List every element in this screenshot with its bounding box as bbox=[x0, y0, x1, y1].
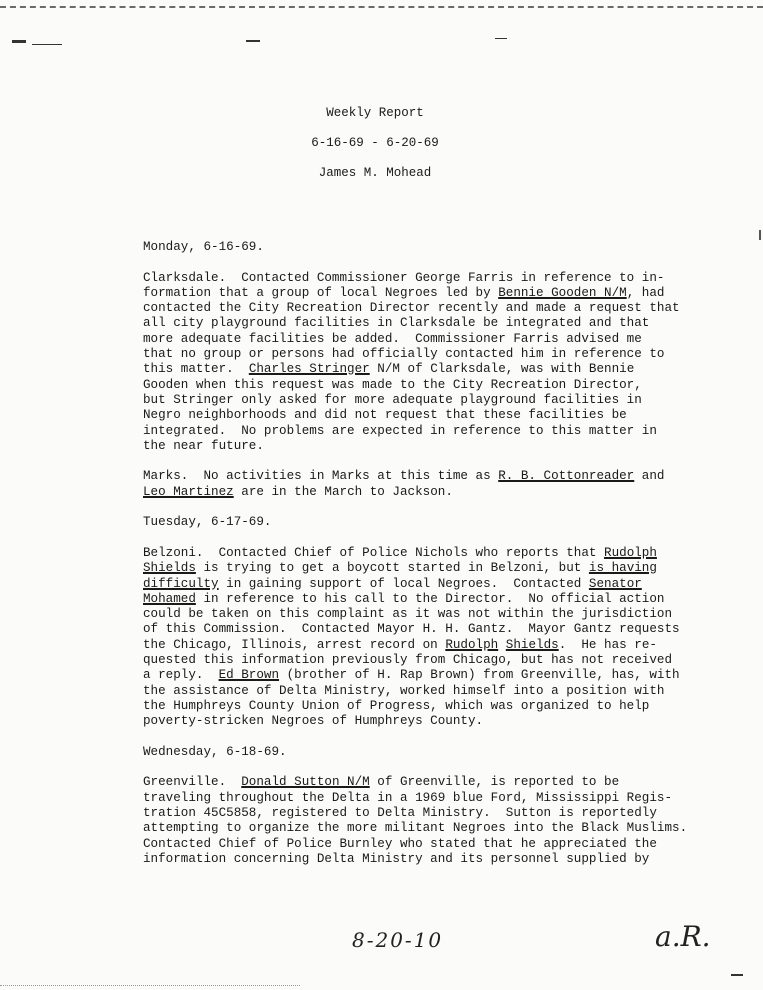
report-text-line: Wednesday, 6-18-69. bbox=[143, 744, 287, 759]
underlined-name: Leo Martinez bbox=[143, 484, 234, 499]
report-text-line: could be taken on this complaint as it was not within the jurisdiction bbox=[143, 607, 673, 622]
report-text-line: traveling throughout the Delta in a 1969 blue Ford, Mississippi Regis- bbox=[143, 790, 673, 805]
report-text-line: Gooden when this request was made to the City Recreation Director, bbox=[143, 377, 642, 392]
underlined-name: is having bbox=[588, 561, 657, 576]
underlined-name: Shields bbox=[505, 637, 559, 652]
underlined-name: Rudolph bbox=[604, 545, 657, 560]
report-text-line: quested this information previously from Chicago, but has not received bbox=[143, 653, 673, 668]
report-paragraph bbox=[143, 745, 743, 760]
underlined-name: difficulty bbox=[143, 576, 219, 591]
report-text-line: Monday, 6-16-69. bbox=[143, 240, 264, 254]
report-text-line: Marks. No activities in Marks at this time as R. B. Cottonreader and bbox=[143, 469, 665, 484]
report-text-line: Greenville. Donald Sutton N/M of Greenville, is reported to be bbox=[143, 775, 620, 790]
handwritten-stamp-number: 8-20-10 bbox=[352, 928, 444, 952]
report-text-line: the assistance of Delta Ministry, worked himself into a position with bbox=[143, 683, 665, 698]
report-text-line: attempting to organize the more militant Negroes into the Black Muslims. bbox=[143, 821, 688, 836]
report-paragraph bbox=[143, 515, 743, 530]
report-text-line: Contacted Chief of Police Burnley who stated that he appreciated the bbox=[143, 836, 657, 851]
report-text-line: Clarksdale. Contacted Commissioner George Farris in reference to in- bbox=[143, 270, 665, 285]
underlined-name: Rudolph bbox=[445, 637, 499, 652]
report-text-line: this matter. Charles Stringer N/M of Clarksdale, was with Bennie bbox=[143, 362, 635, 377]
report-text-line: tration 45C5858, registered to Delta Ministry. Sutton is reportedly bbox=[143, 805, 657, 820]
report-title: Weekly Report bbox=[326, 106, 424, 120]
scan-speck bbox=[495, 38, 507, 39]
report-date-range: 6-16-69 - 6-20-69 bbox=[311, 136, 439, 150]
scan-speck bbox=[32, 44, 62, 45]
report-paragraph bbox=[143, 469, 743, 500]
scan-speck bbox=[246, 40, 260, 42]
report-text-line: all city playground facilities in Clarksdale be integrated and that bbox=[143, 316, 650, 331]
underlined-name: Ed Brown bbox=[218, 668, 280, 683]
report-text-line: a reply. Ed Brown (brother of H. Rap Brown) from Greenville, has, with bbox=[143, 668, 680, 683]
report-text-line: Tuesday, 6-17-69. bbox=[143, 515, 272, 530]
handwritten-initials: a.R. bbox=[655, 920, 711, 953]
underlined-name: R. B. Cottonreader bbox=[498, 469, 635, 484]
underlined-name: Charles Stringer bbox=[248, 362, 370, 377]
report-paragraph bbox=[143, 240, 743, 255]
scan-top-border bbox=[0, 6, 763, 8]
scan-bottom-border bbox=[0, 985, 300, 986]
scan-speck bbox=[12, 40, 26, 43]
underlined-name: Donald Sutton N/M bbox=[241, 775, 370, 790]
scan-speck bbox=[731, 974, 743, 976]
report-paragraph bbox=[143, 271, 743, 455]
report-text-line: integrated. No problems are expected in reference to this matter in bbox=[143, 423, 657, 438]
report-body bbox=[143, 240, 743, 882]
report-header bbox=[260, 98, 490, 188]
report-text-line: the near future. bbox=[143, 438, 264, 453]
report-text-line: Leo Martinez are in the March to Jackson. bbox=[143, 484, 453, 499]
report-text-line: poverty-stricken Negroes of Humphreys County. bbox=[143, 714, 484, 729]
report-text-line: that no group or persons had officially contacted him in reference to bbox=[143, 347, 665, 362]
report-paragraph bbox=[143, 775, 743, 867]
report-text-line: but Stringer only asked for more adequate playground facilities in bbox=[143, 392, 642, 407]
report-text-line: Negro neighborhoods and did not request that these facilities be bbox=[143, 408, 627, 423]
report-text-line: of this Commission. Contacted Mayor H. H. Gantz. Mayor Gantz requests bbox=[143, 622, 680, 637]
report-text-line: more adequate facilities be added. Commissioner Farris advised me bbox=[143, 331, 642, 346]
report-text-line: Shields is trying to get a boycott started in Belzoni, but is having bbox=[143, 561, 657, 576]
report-text-line: the Humphreys County Union of Progress, which was organized to help bbox=[143, 698, 650, 713]
underlined-name: Shields bbox=[143, 561, 196, 576]
report-author: James M. Mohead bbox=[318, 166, 432, 180]
scan-edge-mark bbox=[759, 230, 761, 240]
report-text-line: Belzoni. Contacted Chief of Police Nichols who reports that Rudolph bbox=[143, 545, 657, 560]
report-text-line: formation that a group of local Negroes led by Bennie Gooden N/M, had bbox=[143, 285, 665, 300]
report-text-line: contacted the City Recreation Director recently and made a request that bbox=[143, 301, 680, 316]
report-text-line: Mohamed in reference to his call to the Director. No official action bbox=[143, 591, 665, 606]
report-paragraph bbox=[143, 546, 743, 730]
report-text-line: information concerning Delta Ministry and its personnel supplied by bbox=[143, 851, 650, 866]
report-text-line: difficulty in gaining support of local Negroes. Contacted Senator bbox=[143, 576, 642, 591]
report-text-line: the Chicago, Illinois, arrest record on Rudolph Shields. He has re- bbox=[143, 637, 657, 652]
underlined-name: Bennie Gooden N/M bbox=[498, 285, 627, 300]
underlined-name: Senator bbox=[588, 576, 642, 591]
underlined-name: Mohamed bbox=[143, 591, 196, 606]
